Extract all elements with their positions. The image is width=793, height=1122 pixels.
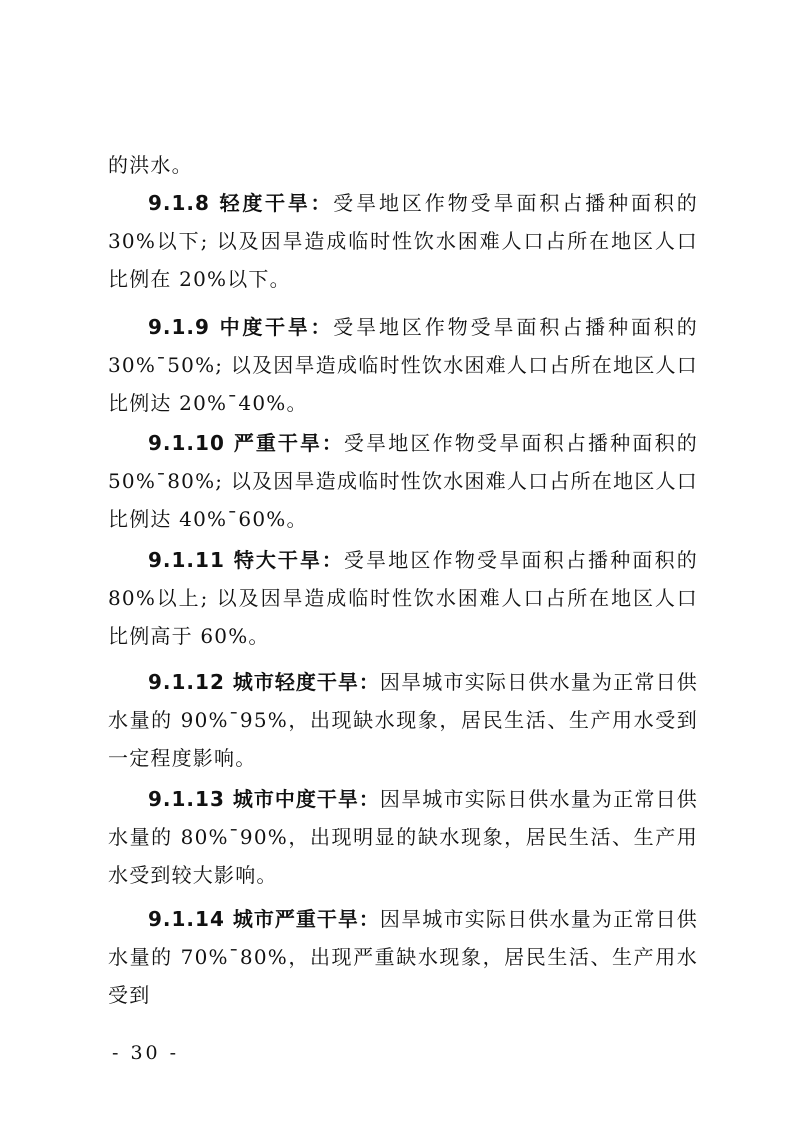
section-heading: 9.1.14 城市严重干旱： — [148, 907, 380, 931]
section-9-1-9 — [108, 308, 698, 422]
section-heading: 9.1.12 城市轻度干旱： — [148, 670, 380, 694]
page-number: - 30 - — [112, 1042, 180, 1064]
section-body: 因旱城市实际日供水量为正常日供水量的 80%¯90%，出现明显的缺水现象，居民生活、生产用水受到较大影响。 — [108, 787, 698, 887]
section-9-1-11 — [108, 541, 698, 655]
section-9-1-8 — [108, 184, 698, 298]
continuation-text: 的洪水。 — [108, 153, 193, 177]
section-body: 受旱地区作物受旱面积占播种面积的 30%以下; 以及因旱造成临时性饮水困难人口占所在地区人口比例在 20%以下。 — [108, 191, 699, 291]
section-body: 受旱地区作物受旱面积占播种面积的 80%以上; 以及因旱造成临时性饮水困难人口占所在地区人口比例高于 60%。 — [108, 548, 699, 648]
section-body: 因旱城市实际日供水量为正常日供水量的 90%¯95%，出现缺水现象，居民生活、生产用水受到一定程度影响。 — [108, 670, 698, 770]
section-body: 因旱城市实际日供水量为正常日供水量的 70%¯80%，出现严重缺水现象，居民生活、生产用水受到 — [108, 907, 698, 1007]
section-heading: 9.1.11 特大干旱： — [148, 548, 344, 572]
section-heading: 9.1.9 中度干旱： — [148, 315, 334, 339]
section-9-1-14 — [108, 900, 698, 1014]
section-heading: 9.1.10 严重干旱： — [148, 431, 344, 455]
continuation-paragraph — [108, 146, 698, 184]
section-heading: 9.1.8 轻度干旱： — [148, 191, 334, 215]
section-9-1-10 — [108, 424, 698, 538]
section-9-1-13 — [108, 780, 698, 894]
section-body: 受旱地区作物受旱面积占播种面积的 30%¯50%; 以及因旱造成临时性饮水困难人口占所在地区人口比例达 20%¯40%。 — [108, 315, 699, 415]
section-heading: 9.1.13 城市中度干旱： — [148, 787, 380, 811]
section-9-1-12 — [108, 663, 698, 777]
section-body: 受旱地区作物受旱面积占播种面积的 50%¯80%; 以及因旱造成临时性饮水困难人口占所在地区人口比例达 40%¯60%。 — [108, 431, 699, 531]
